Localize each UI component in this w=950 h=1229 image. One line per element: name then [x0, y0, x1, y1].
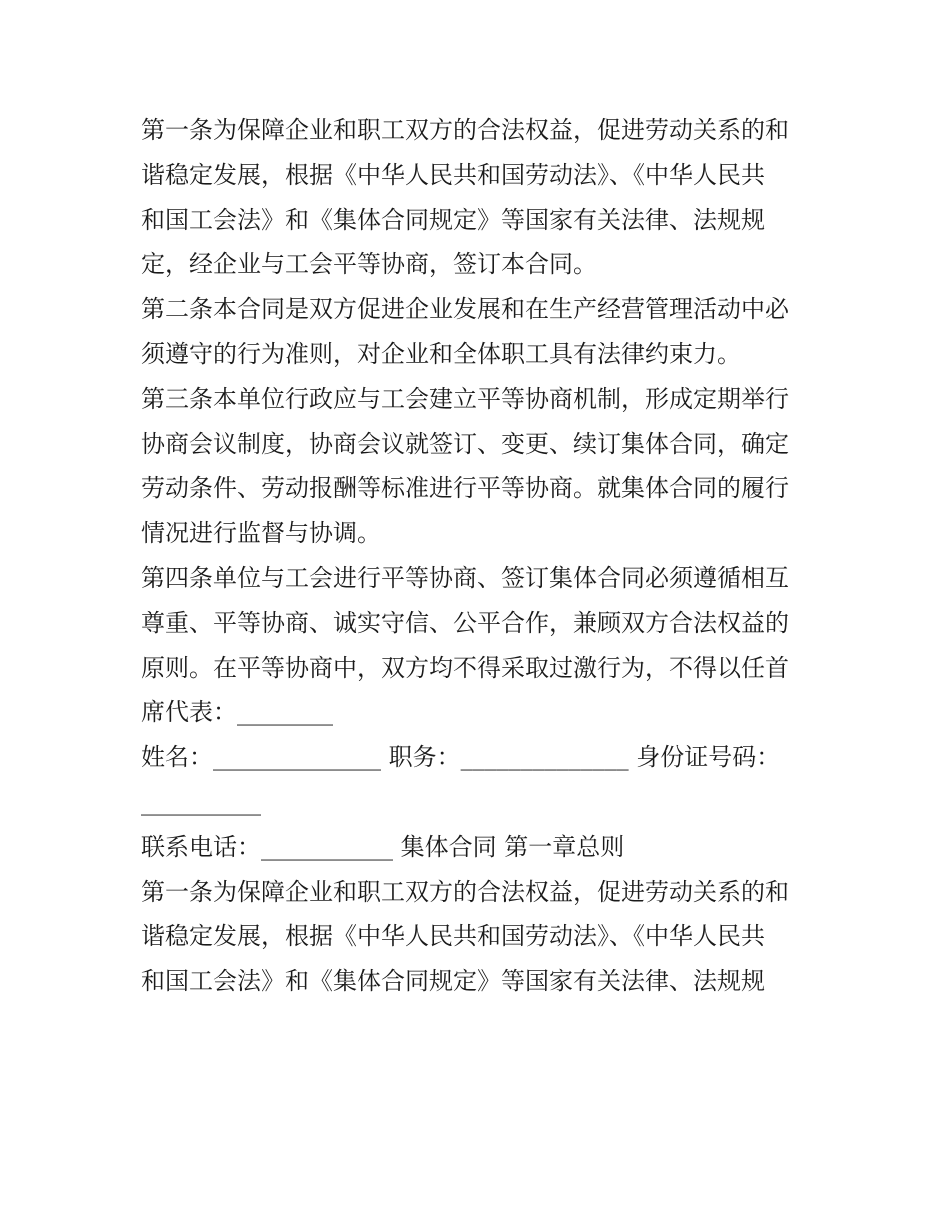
text-line: 第四条单位与工会进行平等协商、签订集体合同必须遵循相互: [141, 563, 789, 592]
text-line: 和国工会法》和《集体合同规定》等国家有关法律、法规规: [141, 967, 765, 996]
phone-and-heading-line: 联系电话：___________ 集体合同 第一章总则: [141, 832, 625, 861]
text-line: 劳动条件、劳动报酬等标准进行平等协商。就集体合同的履行: [141, 474, 789, 503]
chief-representative-line: 席代表：________: [141, 698, 333, 727]
text-line: 和国工会法》和《集体合同规定》等国家有关法律、法规规: [141, 205, 765, 234]
text-line: 协商会议制度，协商会议就签订、变更、续订集体合同，确定: [141, 429, 789, 458]
text-line: 第二条本合同是双方促进企业发展和在生产经营管理活动中必: [141, 295, 789, 324]
text-line: 尊重、平等协商、诚实守信、公平合作，兼顾双方合法权益的: [141, 608, 789, 637]
document-body: [141, 108, 813, 1004]
text-line: 情况进行监督与协调。: [141, 519, 381, 548]
text-line: 第三条本单位行政应与工会建立平等协商机制，形成定期举行: [141, 384, 789, 413]
text-line: 第一条为保障企业和职工双方的合法权益，促进劳动关系的和: [141, 116, 789, 144]
text-line: 谐稳定发展，根据《中华人民共和国劳动法》、《中华人民共: [141, 160, 765, 189]
text-line: 第一条为保障企业和职工双方的合法权益，促进劳动关系的和: [141, 877, 789, 906]
name-position-id-line: 姓名：______________ 职务：______________ 身份证号码：: [141, 743, 781, 772]
id-number-blank-line: __________: [141, 787, 261, 816]
text-line: 谐稳定发展，根据《中华人民共和国劳动法》、《中华人民共: [141, 922, 765, 951]
text-line: 须遵守的行为准则，对企业和全体职工具有法律约束力。: [141, 339, 741, 368]
text-line: 定，经企业与工会平等协商，签订本合同。: [141, 250, 597, 279]
text-line: 原则。在平等协商中，双方均不得采取过激行为，不得以任首: [141, 653, 789, 682]
